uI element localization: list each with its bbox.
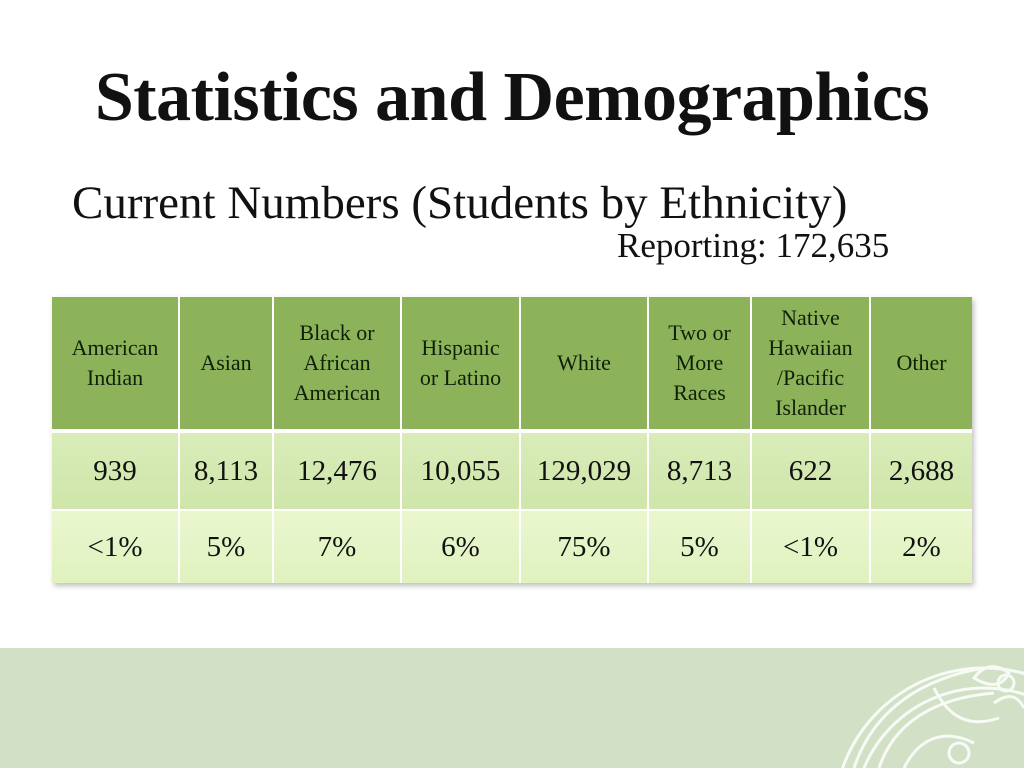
header-cell: Native Hawaiian /Pacific Islander xyxy=(751,297,870,431)
table-row-percents xyxy=(52,510,972,583)
header-cell: Asian xyxy=(179,297,273,431)
floral-ornament-icon xyxy=(784,648,1024,768)
count-cell: 622 xyxy=(751,431,870,510)
count-cell: 939 xyxy=(52,431,179,510)
count-cell: 2,688 xyxy=(870,431,972,510)
header-cell: Other xyxy=(870,297,972,431)
ethnicity-table xyxy=(52,297,972,583)
count-cell: 8,113 xyxy=(179,431,273,510)
header-cell: American Indian xyxy=(52,297,179,431)
count-cell: 10,055 xyxy=(401,431,520,510)
percent-cell: 5% xyxy=(648,510,751,583)
percent-cell: 75% xyxy=(520,510,648,583)
percent-cell: 7% xyxy=(273,510,401,583)
table-row-counts xyxy=(52,431,972,510)
percent-cell: <1% xyxy=(751,510,870,583)
header-cell: Two or More Races xyxy=(648,297,751,431)
reporting-total: Reporting: 172,635 xyxy=(617,226,890,265)
header-cell: White xyxy=(520,297,648,431)
header-cell: Black or African American xyxy=(273,297,401,431)
slide-subtitle: Current Numbers (Students by Ethnicity) xyxy=(72,177,848,229)
count-cell: 129,029 xyxy=(520,431,648,510)
percent-cell: <1% xyxy=(52,510,179,583)
percent-cell: 2% xyxy=(870,510,972,583)
count-cell: 8,713 xyxy=(648,431,751,510)
percent-cell: 6% xyxy=(401,510,520,583)
header-cell: Hispanic or Latino xyxy=(401,297,520,431)
percent-cell: 5% xyxy=(179,510,273,583)
slide-title: Statistics and Demographics xyxy=(94,59,930,136)
count-cell: 12,476 xyxy=(273,431,401,510)
table-header-row xyxy=(52,297,972,431)
